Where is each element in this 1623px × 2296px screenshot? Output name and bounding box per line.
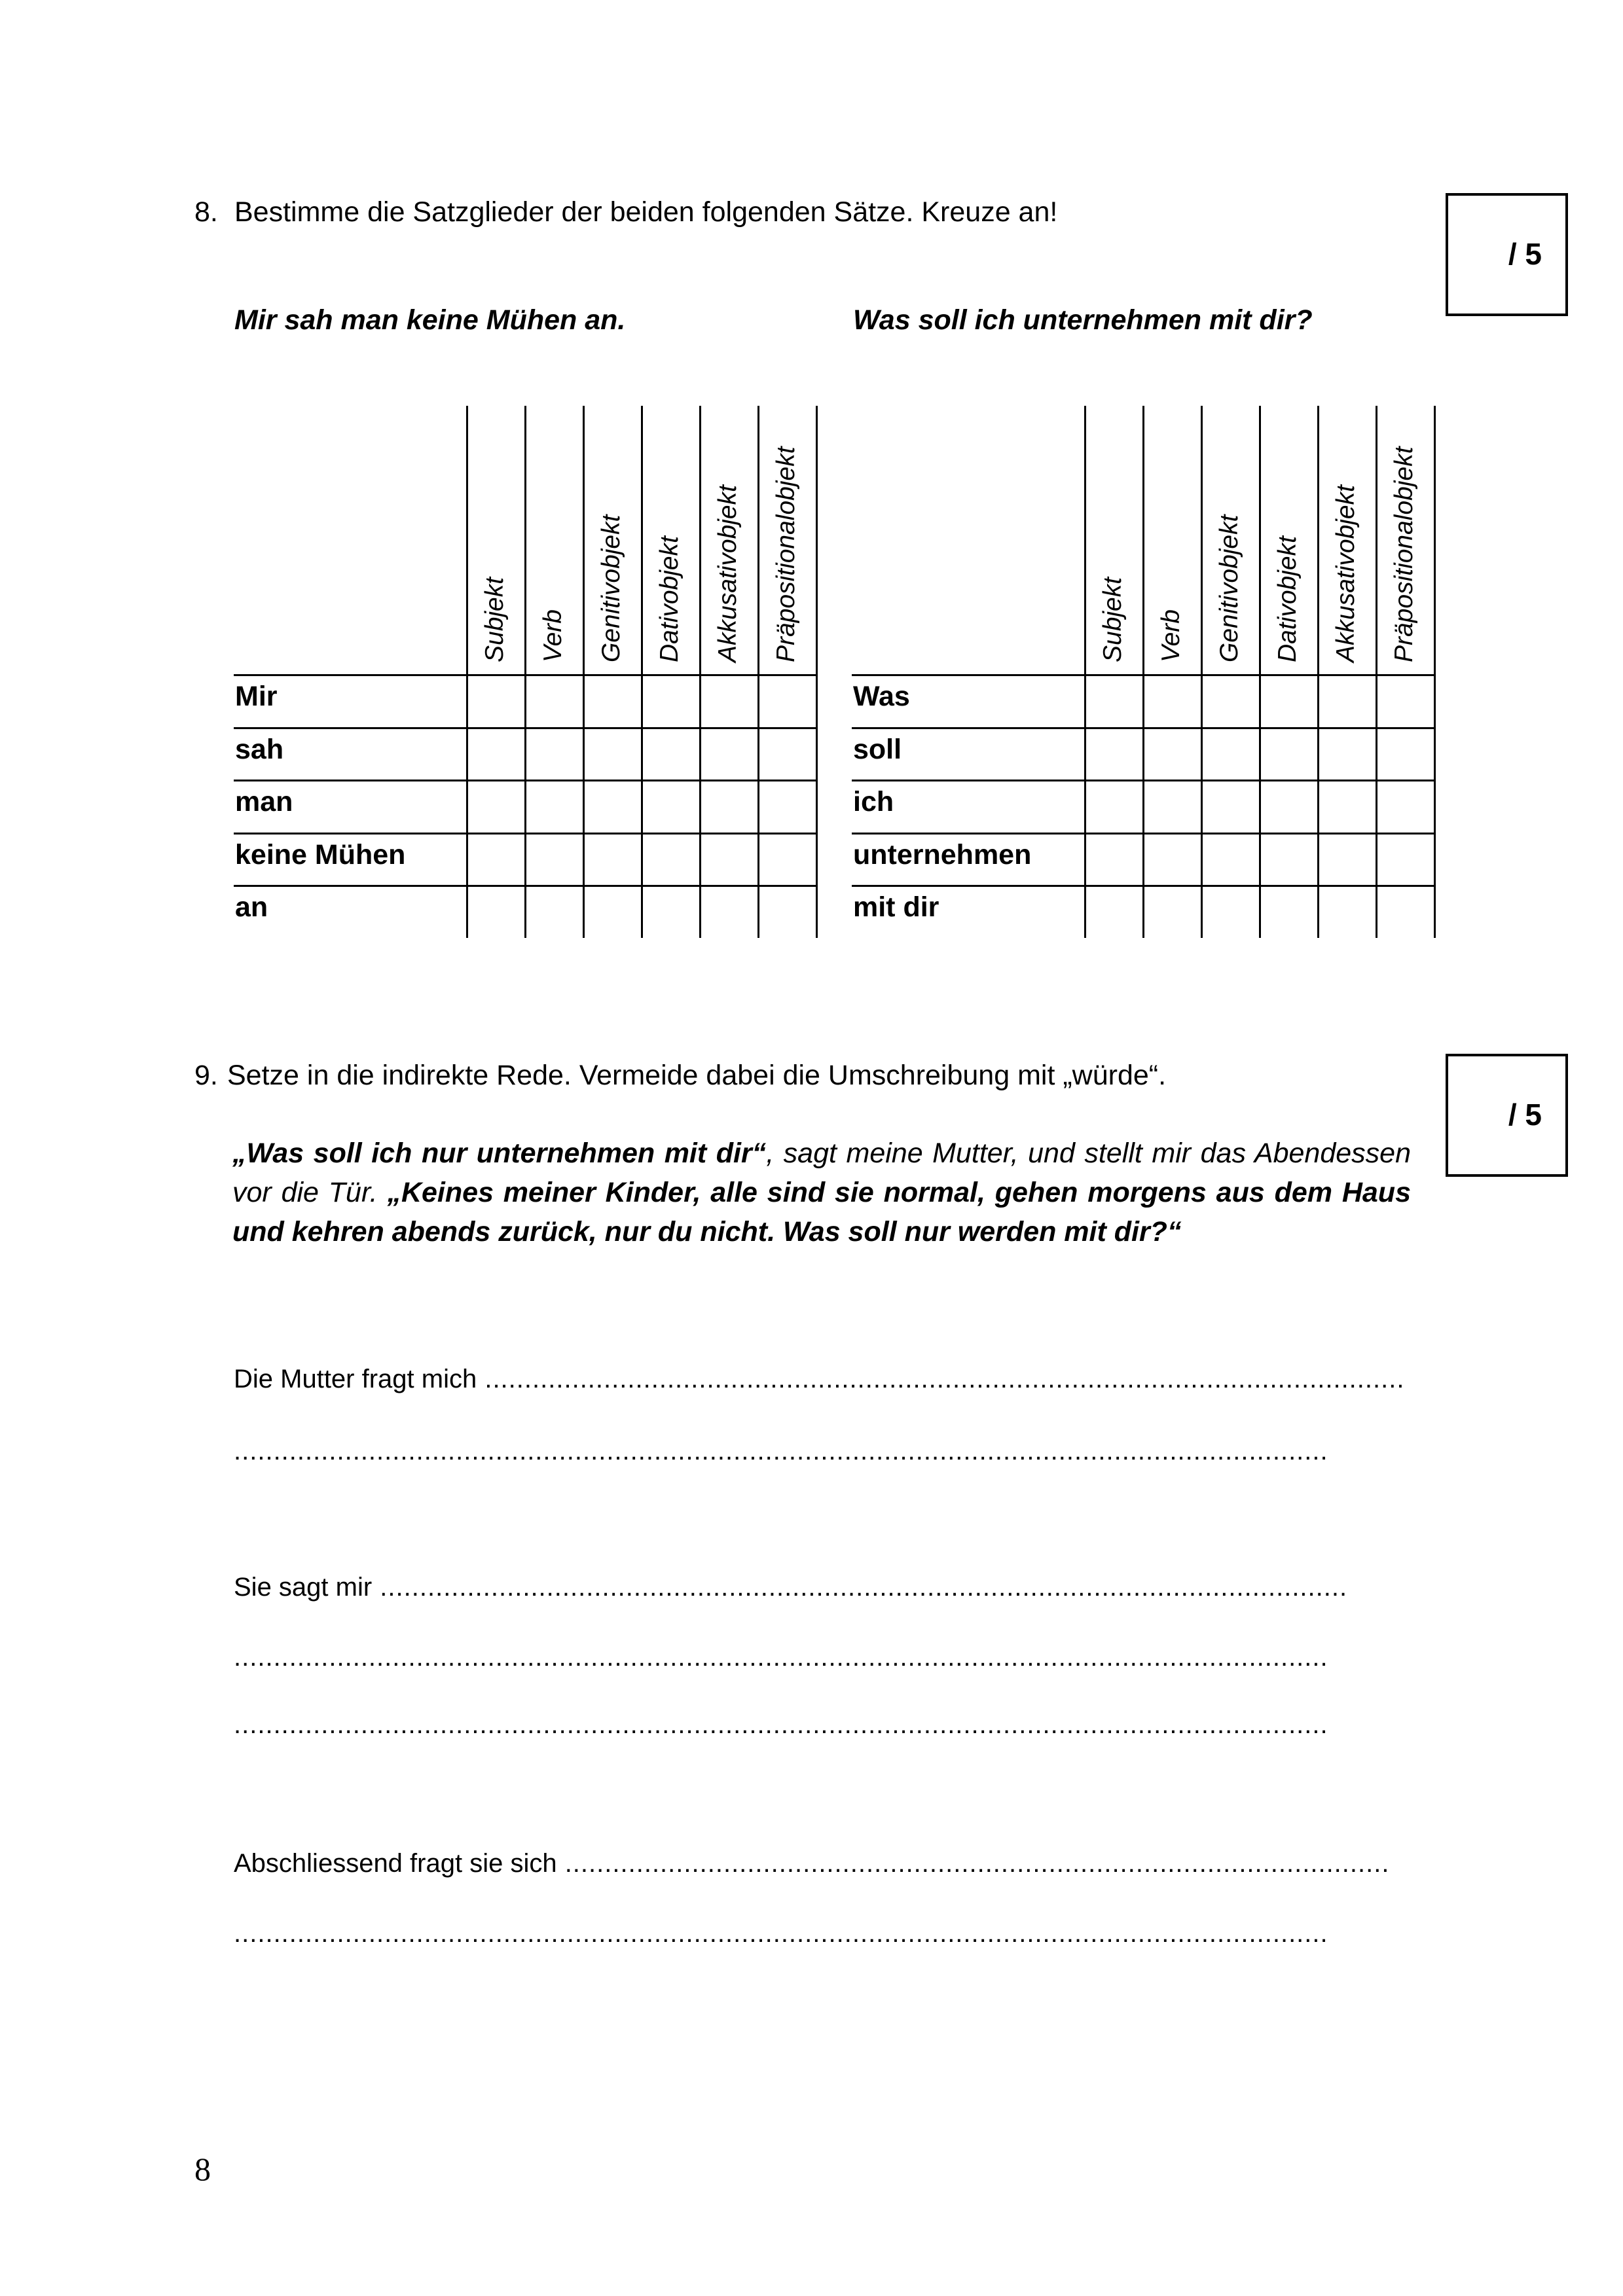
row-label: ich [853, 786, 894, 817]
sentence2-heading: Was soll ich unternehmen mit dir? [853, 304, 1313, 336]
row-label: unternehmen [853, 838, 1032, 870]
answer-line-6[interactable]: Abschliessend fragt sie sich ........................................................................................................ [234, 1849, 1390, 1878]
checkbox-cell[interactable] [1144, 834, 1201, 886]
checkbox-cell[interactable] [759, 729, 816, 780]
checkbox-cell[interactable] [701, 887, 757, 938]
grid-vline [816, 406, 818, 938]
checkbox-cell[interactable] [526, 729, 583, 780]
answer-line-7[interactable]: .......................................................................................................................................... [234, 1919, 1328, 1948]
page-number: 8 [194, 2151, 211, 2187]
checkbox-cell[interactable] [1086, 834, 1142, 886]
checkbox-cell[interactable] [1377, 834, 1434, 886]
checkbox-cell[interactable] [526, 887, 583, 938]
checkbox-cell[interactable] [1261, 781, 1317, 833]
answer-line-2[interactable]: .......................................................................................................................................... [234, 1437, 1328, 1465]
grid-vline [1434, 406, 1436, 938]
checkbox-cell[interactable] [643, 676, 699, 727]
checkbox-cell[interactable] [468, 729, 524, 780]
checkbox-cell[interactable] [526, 781, 583, 833]
column-header-subjekt: Subjekt [1099, 577, 1127, 662]
task8-score-box[interactable] [1446, 193, 1568, 316]
checkbox-cell[interactable] [1261, 834, 1317, 886]
checkbox-cell[interactable] [468, 676, 524, 727]
checkbox-cell[interactable] [526, 834, 583, 886]
answer-line-3[interactable]: Sie sagt mir .......................................................................................................................... [234, 1573, 1348, 1602]
sentence1-heading: Mir sah man keine Mühen an. [234, 304, 626, 336]
prompt-1: Die Mutter fragt mich [234, 1365, 477, 1393]
checkbox-cell[interactable] [1261, 887, 1317, 938]
checkbox-cell[interactable] [643, 887, 699, 938]
quote-plain: , sagt meine Mutter, und stellt mir das Abendessen vor die Tür. [232, 1138, 1411, 1208]
task8-instruction: Bestimme die Satzglieder der beiden folgenden Sätze. Kreuze an! [234, 196, 1058, 228]
column-header-akkusativobjekt: Akkusativobjekt [714, 485, 742, 662]
checkbox-cell[interactable] [1319, 887, 1376, 938]
checkbox-cell[interactable] [468, 781, 524, 833]
task8-number: 8. [194, 196, 218, 228]
row-label: keine Mühen [235, 838, 406, 870]
column-header-dativobjekt: Dativobjekt [655, 536, 684, 662]
checkbox-cell[interactable] [1377, 781, 1434, 833]
prompt-2: Sie sagt mir [234, 1573, 373, 1602]
checkbox-cell[interactable] [1144, 887, 1201, 938]
checkbox-cell[interactable] [1086, 729, 1142, 780]
column-header-akkusativobjekt: Akkusativobjekt [1332, 485, 1360, 662]
checkbox-cell[interactable] [1203, 887, 1259, 938]
checkbox-cell[interactable] [1144, 676, 1201, 727]
task9-number: 9. [194, 1060, 218, 1091]
checkbox-cell[interactable] [643, 834, 699, 886]
column-header-verb: Verb [539, 609, 567, 662]
checkbox-cell[interactable] [1086, 781, 1142, 833]
satzglieder-table-2 [852, 406, 1434, 937]
row-label: sah [235, 733, 284, 765]
checkbox-cell[interactable] [701, 676, 757, 727]
checkbox-cell[interactable] [585, 834, 641, 886]
answer-line-1[interactable]: Die Mutter fragt mich .................................................................................................................... [234, 1365, 1405, 1393]
checkbox-cell[interactable] [585, 781, 641, 833]
checkbox-cell[interactable] [1319, 676, 1376, 727]
checkbox-cell[interactable] [1261, 676, 1317, 727]
row-label: soll [853, 733, 902, 765]
row-label: man [235, 786, 293, 817]
checkbox-cell[interactable] [701, 729, 757, 780]
checkbox-cell[interactable] [1144, 729, 1201, 780]
checkbox-cell[interactable] [1261, 729, 1317, 780]
checkbox-cell[interactable] [585, 887, 641, 938]
checkbox-cell[interactable] [585, 729, 641, 780]
checkbox-cell[interactable] [701, 781, 757, 833]
column-header-subjekt: Subjekt [481, 577, 509, 662]
row-label: Was [853, 681, 910, 712]
column-header-genitivobjekt: Genitivobjekt [1215, 514, 1243, 662]
checkbox-cell[interactable] [1319, 834, 1376, 886]
checkbox-cell[interactable] [1144, 781, 1201, 833]
checkbox-cell[interactable] [1086, 676, 1142, 727]
checkbox-cell[interactable] [759, 887, 816, 938]
task8-score: / 5 [1508, 237, 1542, 271]
checkbox-cell[interactable] [643, 729, 699, 780]
checkbox-cell[interactable] [585, 676, 641, 727]
checkbox-cell[interactable] [1203, 729, 1259, 780]
checkbox-cell[interactable] [701, 834, 757, 886]
checkbox-cell[interactable] [759, 781, 816, 833]
column-header-dativobjekt: Dativobjekt [1273, 536, 1302, 662]
answer-line-5[interactable]: .......................................................................................................................................... [234, 1710, 1328, 1739]
checkbox-cell[interactable] [1086, 887, 1142, 938]
checkbox-cell[interactable] [1377, 887, 1434, 938]
quote-bold-2: „Keines meiner Kinder, alle sind sie normal, gehen morgens aus dem Haus und kehren abends zurück, nur du nicht. Was soll nur werden mit dir?“ [232, 1177, 1411, 1247]
task9-instruction: Setze in die indirekte Rede. Vermeide dabei die Umschreibung mit „würde“. [227, 1060, 1167, 1091]
answer-line-4[interactable]: .......................................................................................................................................... [234, 1643, 1328, 1672]
column-header-verb: Verb [1157, 609, 1185, 662]
checkbox-cell[interactable] [1319, 729, 1376, 780]
quote-paragraph [232, 1134, 1411, 1251]
checkbox-cell[interactable] [1203, 781, 1259, 833]
checkbox-cell[interactable] [1377, 676, 1434, 727]
prompt-3: Abschliessend fragt sie sich [234, 1849, 557, 1878]
checkbox-cell[interactable] [468, 887, 524, 938]
checkbox-cell[interactable] [468, 834, 524, 886]
checkbox-cell[interactable] [759, 834, 816, 886]
column-header-genitivobjekt: Genitivobjekt [597, 514, 625, 662]
quote-bold-1: „Was soll ich nur unternehmen mit dir“ [232, 1138, 767, 1169]
column-header-präpositionalobjekt: Präpositionalobjekt [772, 446, 800, 662]
checkbox-cell[interactable] [759, 676, 816, 727]
column-header-präpositionalobjekt: Präpositionalobjekt [1390, 446, 1418, 662]
checkbox-cell[interactable] [1377, 729, 1434, 780]
checkbox-cell[interactable] [1203, 834, 1259, 886]
checkbox-cell[interactable] [1203, 676, 1259, 727]
row-label: mit dir [853, 891, 939, 923]
task9-score: / 5 [1508, 1098, 1542, 1132]
task9-score-box[interactable] [1446, 1054, 1568, 1177]
row-label: Mir [235, 681, 278, 712]
checkbox-cell[interactable] [643, 781, 699, 833]
checkbox-cell[interactable] [526, 676, 583, 727]
satzglieder-table-1 [234, 406, 816, 937]
row-label: an [235, 891, 268, 923]
checkbox-cell[interactable] [1319, 781, 1376, 833]
